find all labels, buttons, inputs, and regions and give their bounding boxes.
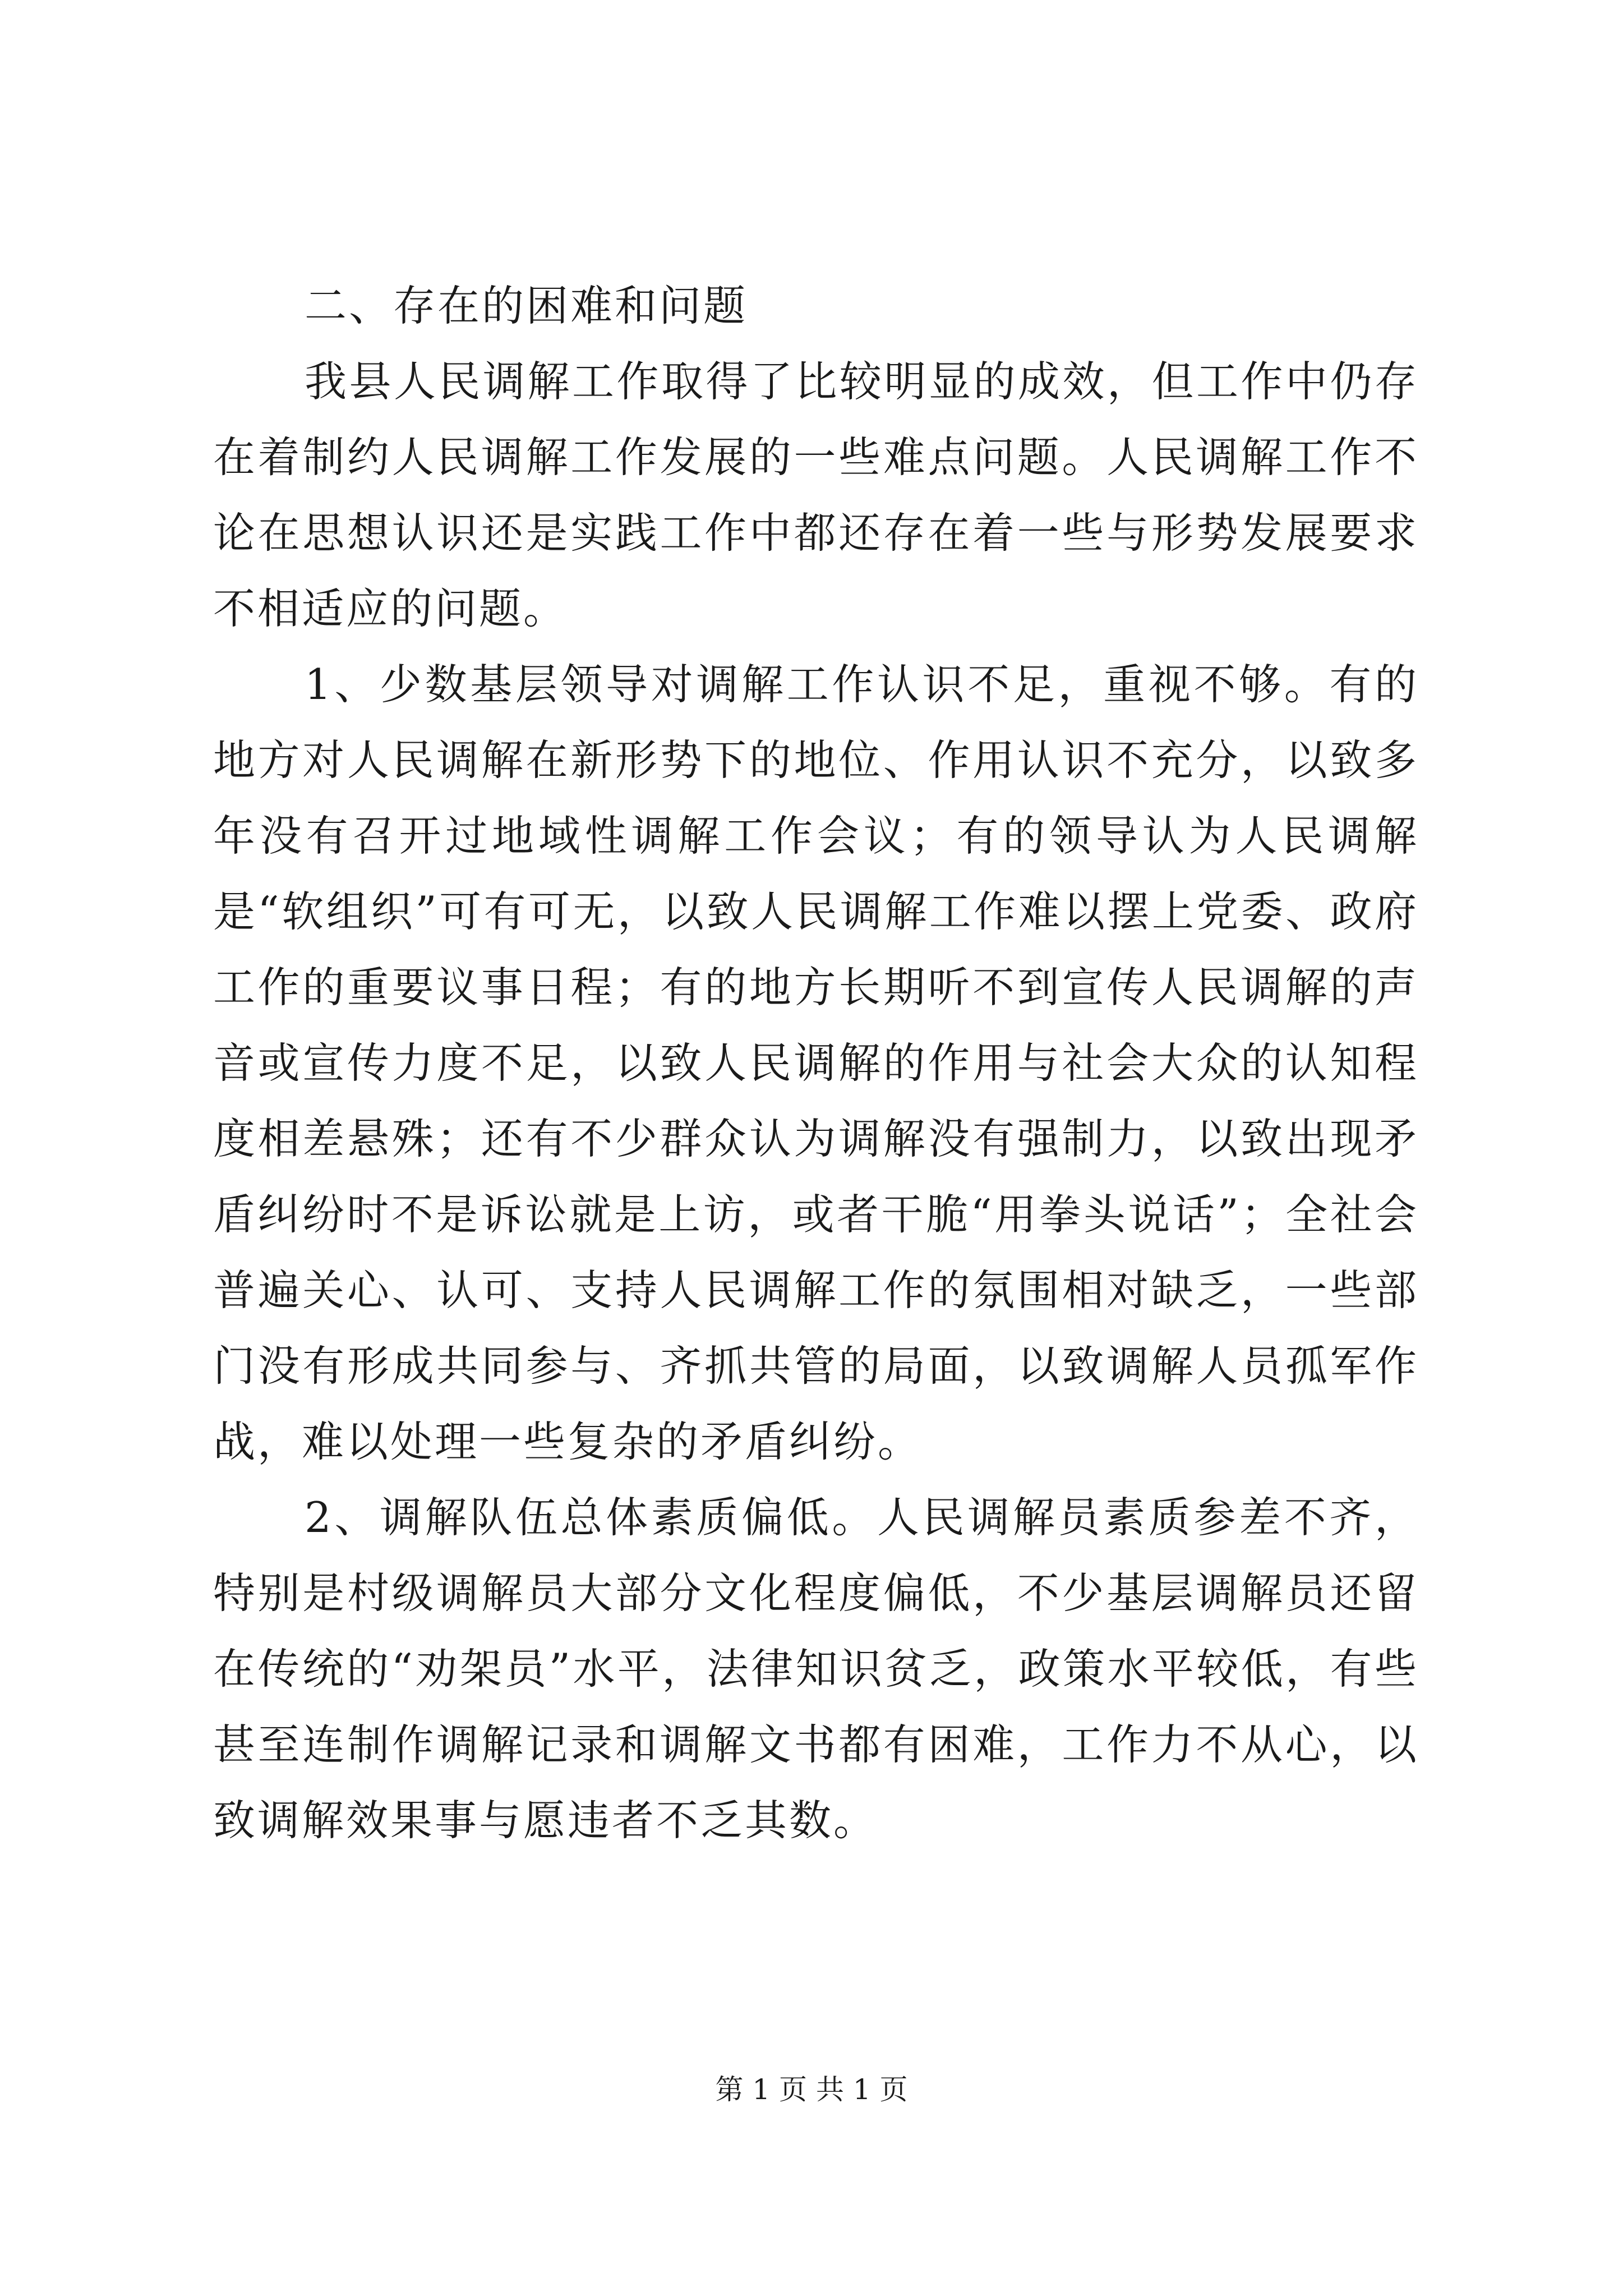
paragraph-intro: 我县人民调解工作取得了比较明显的成效，但工作中仍存在着制约人民调解工作发展的一些难点问题。人民调解工作不论在思想认识还是实践工作中都还存在着一些与形势发展要求不相适应的问题。 xyxy=(213,357,1419,633)
page-number-footer: 第 1 页 共 1 页 xyxy=(715,2073,908,2106)
paragraph-item-2: 2、调解队伍总体素质偏低。人民调解员素质参差不齐，特别是村级调解员大部分文化程度偏低，不少基层调解员还留在传统的“劝架员”水平，法律知识贫乏，政策水平较低，有些甚至连制作调解记录和调解文书都有困难，工作力不从心，以致调解效果事与愿违者不乏其数。 xyxy=(213,1493,1419,1845)
paragraph-item-1: 1、少数基层领导对调解工作认识不足，重视不够。有的地方对人民调解在新形势下的地位、作用认识不充分，以致多年没有召开过地域性调解工作会议；有的领导认为人民调解是“软组织”可有可无，以致人民调解工作难以摆上党委、政府工作的重要议事日程；有的地方长期听不到宣传人民调解的声音或宣传力度不足，以致人民调解的作用与社会大众的认知程度相差悬殊；还有不少群众认为调解没有强制力，以致出现矛盾纠纷时不是诉讼就是上访，或者干脆“用拳头说话”；全社会普遍关心、认可、支持人民调解工作的氛围相对缺乏，一些部门没有形成共同参与、齐抓共管的局面，以致调解人员孤军作战，难以处理一些复杂的矛盾纠纷。 xyxy=(213,660,1419,1466)
section-heading: 二、存在的困难和问题 xyxy=(305,281,748,330)
document-body xyxy=(213,268,1419,1858)
